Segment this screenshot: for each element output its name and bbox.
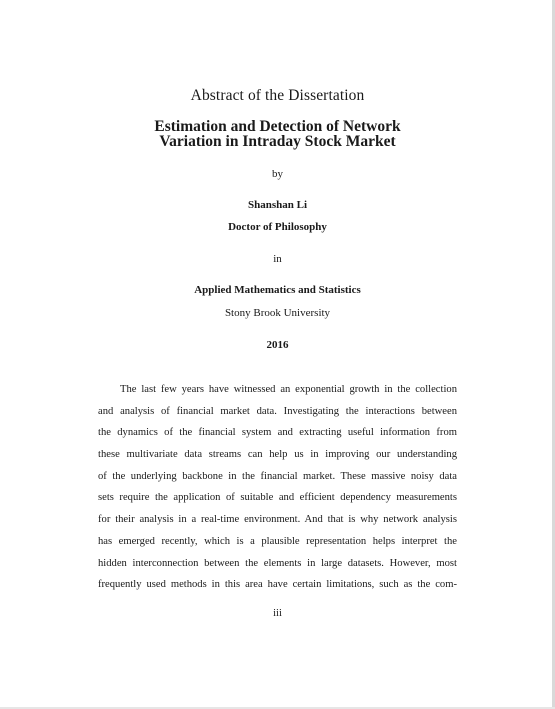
abstract-line: the dynamics of the financial system and extracting useful information from [98,427,457,439]
dissertation-title [0,119,555,149]
abstract-body [98,379,457,596]
document-heading: Abstract of the Dissertation [190,87,365,104]
title-line: Estimation and Detection of Network [154,118,401,135]
degree-name: Doctor of Philosophy [228,221,327,233]
abstract-line: frequently used methods in this area have certain limitations, such as the com- [98,579,457,591]
abstract-line: has emerged recently, which is a plausible representation helps interpret the [98,535,457,547]
abstract-line: these multivariate data streams can help us in improving our understanding [98,449,457,461]
department-name: Applied Mathematics and Statistics [194,284,361,296]
by-label: by [272,168,283,180]
in-label: in [273,253,282,265]
abstract-line: for their analysis in a real-time environment. And that is why network analysis [98,514,457,526]
abstract-line: and analysis of financial market data. Investigating the interactions between [98,405,457,417]
university-name: Stony Brook University [224,307,331,319]
abstract-line: of the underlying backbone in the financial market. These massive noisy data [98,470,457,482]
abstract-line: sets require the application of suitable and efficient dependency measurements [98,492,457,504]
author-name: Shanshan Li [247,199,307,211]
abstract-line: The last few years have witnessed an exponential growth in the collection [120,384,457,395]
publication-year: 2016 [266,339,289,351]
page-number: iii [273,608,282,619]
title-line: Variation in Intraday Stock Market [159,133,396,150]
abstract-line: hidden interconnection between the elements in large datasets. However, most [98,557,457,569]
